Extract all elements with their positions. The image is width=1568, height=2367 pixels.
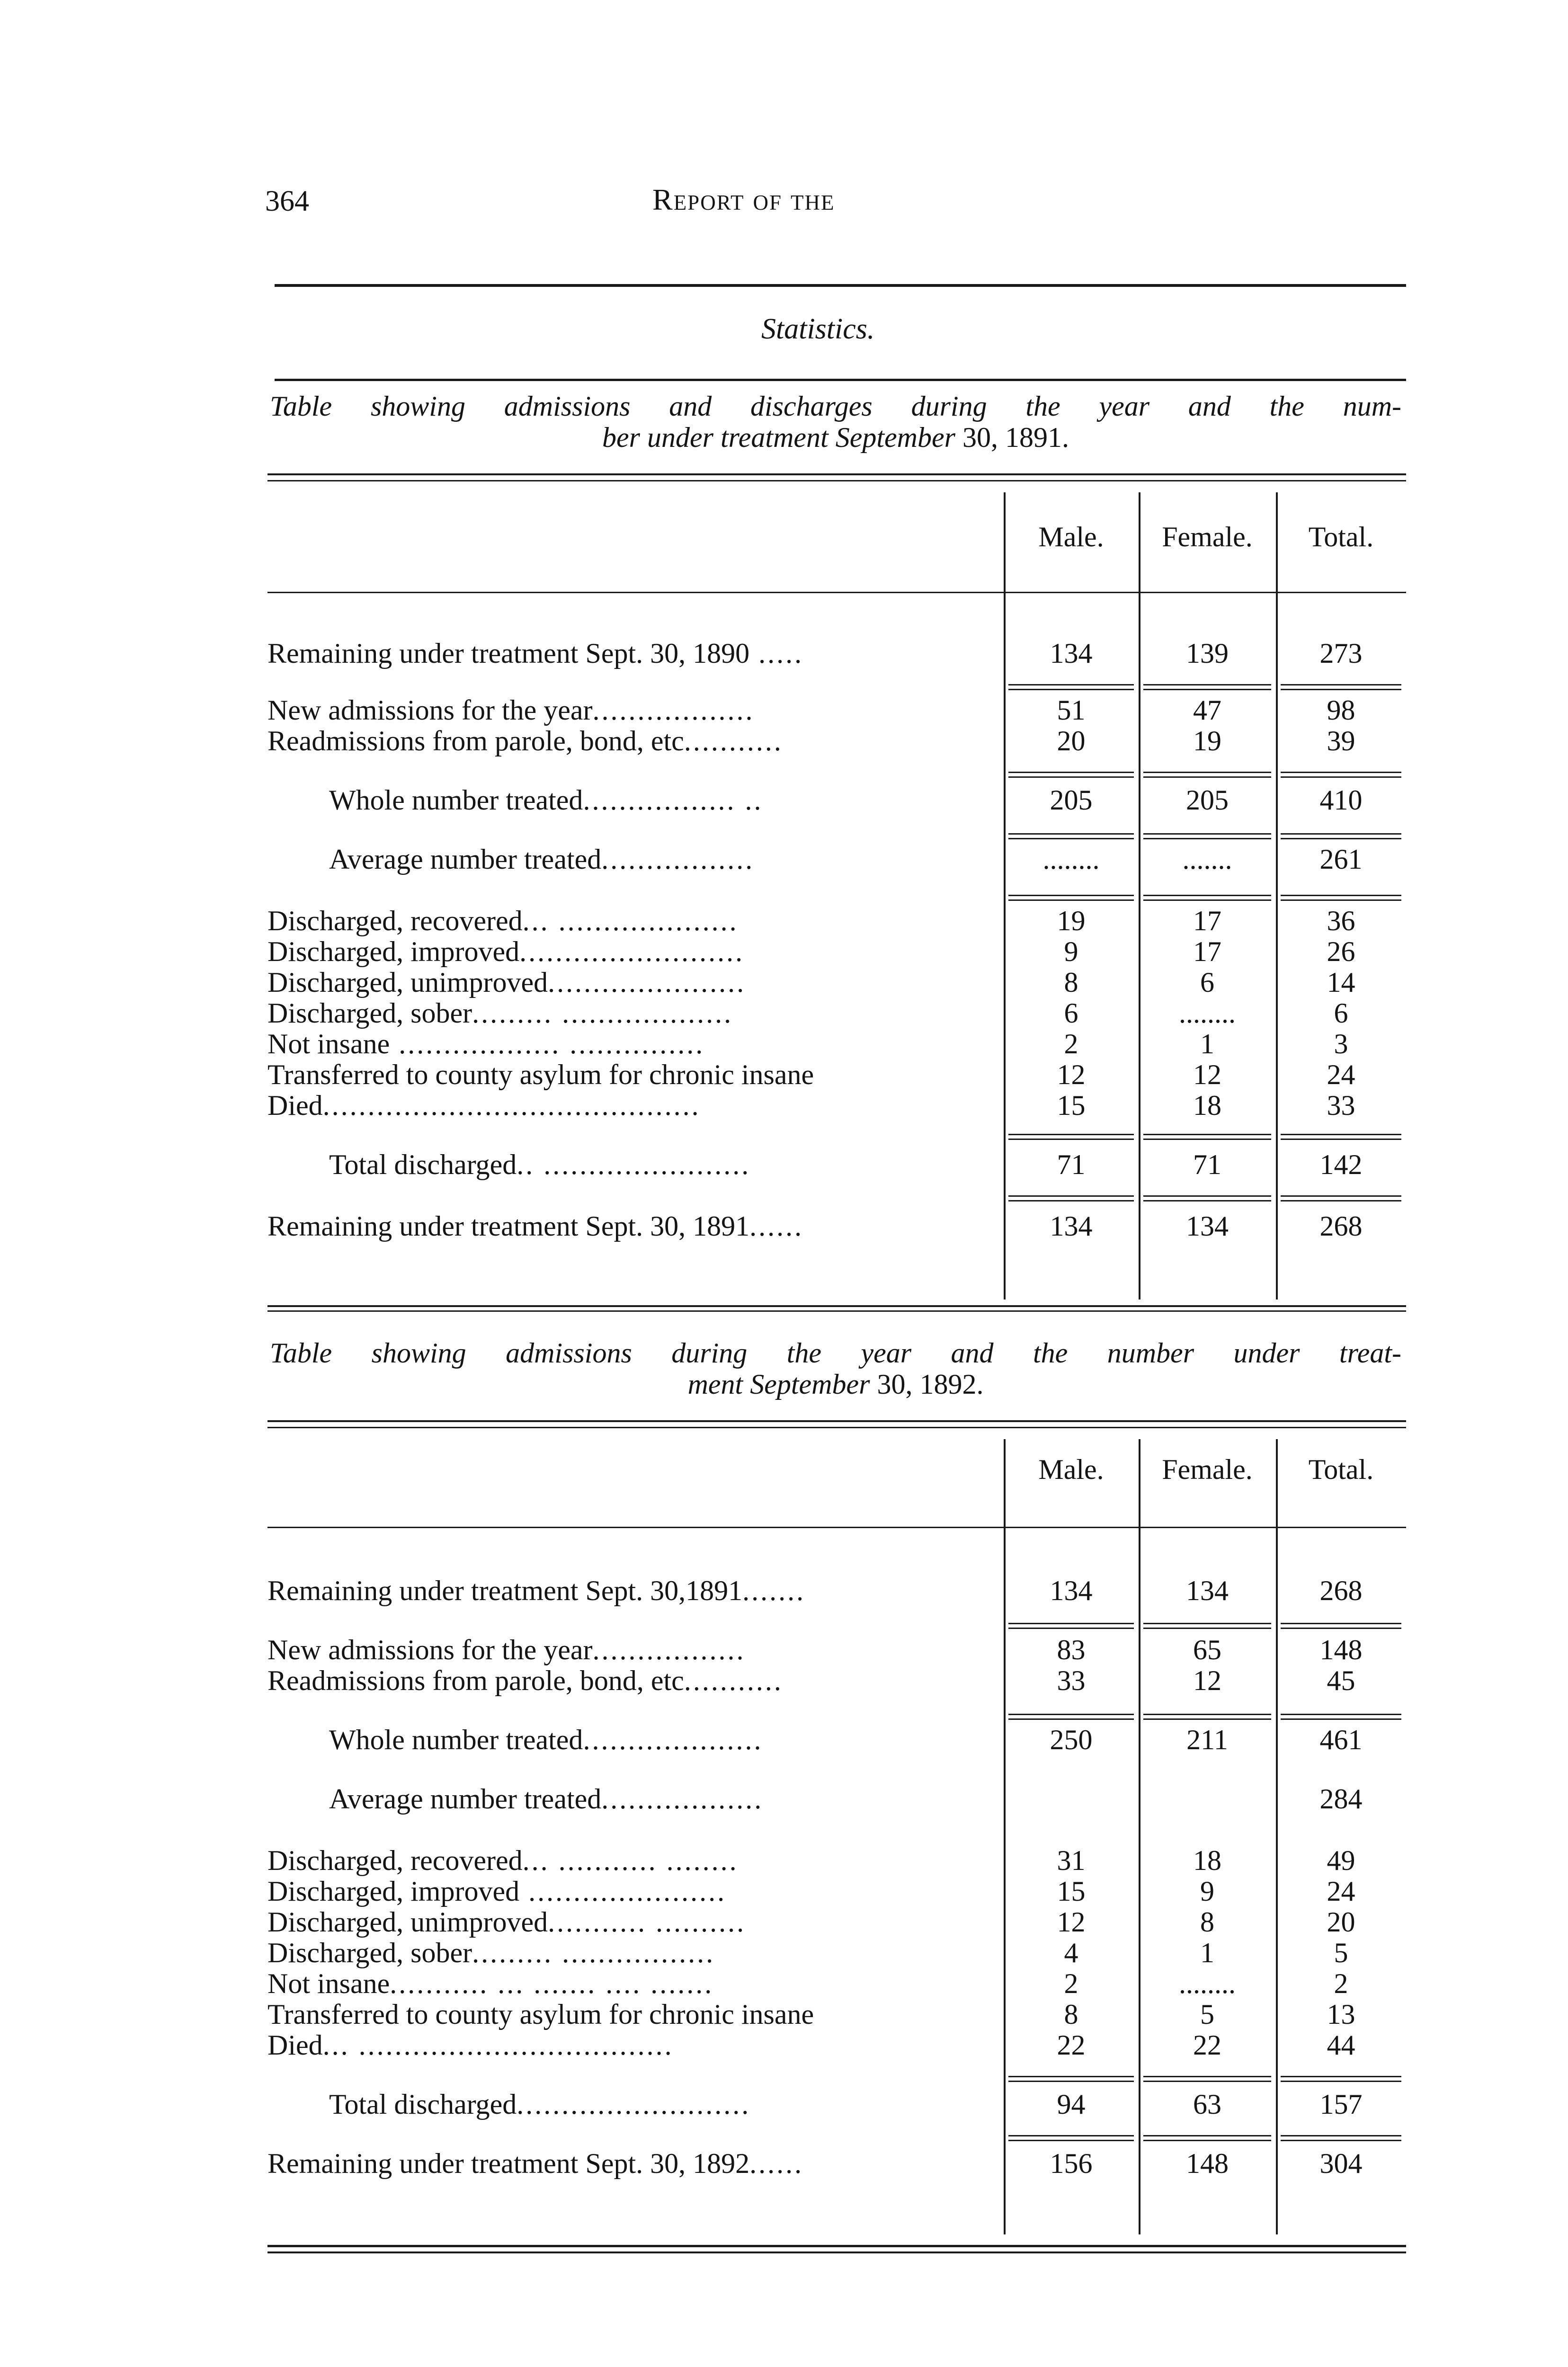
table2-sum-rule	[1281, 2140, 1401, 2141]
table2-sum-rule	[1008, 2135, 1134, 2136]
table2-sum-rule	[1281, 1628, 1401, 1629]
cell-total: 36	[1327, 905, 1355, 936]
row-label-text: Whole number treated	[329, 784, 583, 816]
table1-sum-rule	[1008, 1195, 1134, 1197]
cell-male: 4	[1064, 1937, 1078, 1968]
table2-caption-line2-rest: 30, 1892.	[870, 1369, 984, 1400]
cell-female: ........	[1179, 997, 1236, 1029]
table2-top-rule	[267, 1427, 1406, 1428]
row-leader-dots: ......	[749, 2148, 804, 2179]
row-leader-dots: ....................	[583, 1724, 763, 1755]
cell-total: 26	[1327, 936, 1355, 967]
row-leader-dots: ... ........... ........	[522, 1845, 739, 1876]
cell-male: 134	[1050, 1210, 1093, 1242]
table-row	[267, 1998, 1406, 2031]
table2-sum-rule	[1281, 1623, 1401, 1624]
table1-caption-line2-italic: ber under treatment September	[602, 422, 955, 453]
table1-sum-rule	[1281, 684, 1401, 685]
page-number: 364	[265, 185, 309, 217]
row-label-text: Remaining under treatment Sept. 30,1891	[267, 1575, 743, 1606]
table-row	[267, 2147, 1406, 2180]
table-row	[267, 1905, 1406, 1939]
cell-total: 24	[1327, 1059, 1355, 1090]
row-leader-dots: ..........................	[517, 2089, 751, 2120]
row-leader-dots: ..................	[592, 694, 755, 726]
cell-female: 134	[1186, 1210, 1229, 1242]
row-leader-dots: .......	[742, 1575, 806, 1606]
table2-header-rule	[267, 1527, 1406, 1528]
table1-sum-rule	[1008, 899, 1134, 901]
table2-sum-rule	[1143, 2140, 1271, 2141]
table1-top-rule	[267, 473, 1406, 475]
table-row	[267, 1574, 1406, 1607]
cell-total: 268	[1319, 1210, 1363, 1242]
column-header-female: Female.	[1162, 1454, 1253, 1485]
cell-total: 3	[1334, 1028, 1348, 1059]
cell-total: 410	[1319, 784, 1363, 816]
table1-sum-rule	[1143, 1134, 1271, 1135]
bottom-rule	[267, 2245, 1406, 2247]
table2-caption-line1: Table showing admissions during the year and the number under treat-	[270, 1337, 1401, 1369]
table-row	[267, 2029, 1406, 2062]
table1-sum-rule	[1008, 833, 1134, 835]
row-label	[267, 904, 994, 937]
cell-female: 5	[1200, 1999, 1214, 2030]
table2-sum-rule	[1008, 1718, 1134, 1720]
table1-sum-rule	[1281, 689, 1401, 690]
table-row	[267, 783, 1406, 817]
section-title: Statistics.	[761, 313, 875, 345]
row-label	[267, 1967, 994, 2000]
row-label	[267, 783, 994, 817]
cell-total: 98	[1327, 694, 1355, 726]
row-label	[267, 2088, 994, 2121]
row-label-text: Readmissions from parole, bond, etc	[267, 725, 684, 756]
cell-female: 63	[1193, 2089, 1221, 2120]
cell-total: 39	[1327, 725, 1355, 756]
table2-sum-rule	[1281, 2135, 1401, 2136]
table1-sum-rule	[1281, 776, 1401, 778]
row-label-text: Discharged, sober	[267, 997, 472, 1029]
table1-sum-rule	[1281, 1134, 1401, 1135]
row-label-text: Whole number treated	[329, 1724, 583, 1755]
row-label	[267, 1574, 994, 1607]
row-label	[267, 966, 994, 999]
table1-sum-rule	[1281, 772, 1401, 773]
table1-sum-rule	[1143, 1139, 1271, 1140]
cell-female: .......	[1182, 844, 1232, 875]
row-label	[267, 1998, 994, 2031]
row-label-text: Total discharged	[329, 2089, 517, 2120]
cell-female: 18	[1193, 1090, 1221, 1121]
row-label-text: Died	[267, 1090, 323, 1121]
row-label	[267, 1210, 994, 1243]
cell-male: 250	[1050, 1724, 1093, 1755]
column-header-female: Female.	[1162, 521, 1253, 552]
row-leader-dots: .. .......................	[517, 1149, 751, 1180]
row-leader-dots: ...........	[684, 1665, 783, 1696]
column-header-male: Male.	[1038, 1454, 1104, 1485]
cell-male: 31	[1057, 1845, 1086, 1876]
row-label-text: Died	[267, 2029, 323, 2061]
table-row	[267, 1875, 1406, 1908]
table-row	[267, 1664, 1406, 1697]
table-row	[267, 1633, 1406, 1666]
table-row	[267, 997, 1406, 1030]
row-label-text: Not insane	[267, 1968, 390, 1999]
table2-sum-rule	[1008, 1623, 1134, 1624]
row-leader-dots: ........... ... ....... .... .......	[390, 1968, 714, 1999]
table-row	[267, 935, 1406, 968]
table2-sum-rule	[1008, 2081, 1134, 2082]
cell-female: 12	[1193, 1665, 1221, 1696]
table1	[267, 473, 1406, 1307]
table-row	[267, 1089, 1406, 1122]
row-label	[267, 1027, 994, 1060]
table1-header-rule	[267, 592, 1406, 593]
cell-male: 2	[1064, 1028, 1078, 1059]
table-row	[267, 1782, 1406, 1815]
cell-male: 2	[1064, 1968, 1078, 1999]
row-label	[267, 997, 994, 1030]
row-label-text: Discharged, recovered	[267, 905, 523, 936]
row-leader-dots: .........................	[519, 936, 745, 967]
row-label-text: Transferred to county asylum for chronic insane	[267, 1999, 814, 2030]
table1-sum-rule	[1143, 899, 1271, 901]
table1-caption-line2-rest: 30, 1891.	[955, 422, 1069, 453]
cell-female: 65	[1193, 1634, 1221, 1665]
cell-male: 8	[1064, 967, 1078, 998]
table1-sum-rule	[1008, 1200, 1134, 1201]
cell-male: 33	[1057, 1665, 1086, 1696]
table1-sum-rule	[1281, 1139, 1401, 1140]
row-label-text: Remaining under treatment Sept. 30, 1892	[267, 2148, 750, 2179]
row-label-text: Remaining under treatment Sept. 30, 1890	[267, 638, 750, 669]
table-row	[267, 1723, 1406, 1756]
table-row	[267, 694, 1406, 727]
cell-female: 19	[1193, 725, 1221, 756]
table1-sum-rule	[1281, 1195, 1401, 1197]
cell-male: 71	[1057, 1149, 1086, 1180]
table2-caption	[270, 1337, 1401, 1400]
row-label-text: Total discharged	[329, 1149, 517, 1180]
row-label-text: Average number treated	[329, 844, 602, 875]
table2-sum-rule	[1008, 2140, 1134, 2141]
table1-sum-rule	[1143, 833, 1271, 835]
cell-total: 2	[1334, 1968, 1348, 1999]
table2-sum-rule	[1143, 1714, 1271, 1715]
table2-sum-rule	[1281, 2076, 1401, 2077]
row-label	[267, 1633, 994, 1666]
cell-total: 148	[1319, 1634, 1363, 1665]
tables-separator	[267, 1305, 1406, 1307]
table-row	[267, 1027, 1406, 1060]
cell-female: 18	[1193, 1845, 1221, 1876]
row-label-text: Transferred to county asylum for chronic insane	[267, 1059, 814, 1090]
table1-sum-rule	[1008, 1134, 1134, 1135]
table-row	[267, 1936, 1406, 1969]
cell-female: 1	[1200, 1937, 1214, 1968]
row-leader-dots: .................	[601, 844, 755, 875]
row-label-text: Readmissions from parole, bond, etc	[267, 1665, 684, 1696]
row-leader-dots: ......	[749, 1210, 804, 1242]
row-leader-dots: ...........	[684, 725, 783, 756]
table2-sum-rule	[1281, 1718, 1401, 1720]
row-label	[267, 1936, 994, 1969]
cell-female: 17	[1193, 936, 1221, 967]
cell-total: 304	[1319, 2148, 1363, 2179]
cell-total: 142	[1319, 1149, 1363, 1180]
cell-female: 148	[1186, 2148, 1229, 2179]
table-row	[267, 1148, 1406, 1181]
running-head: Report of the	[652, 183, 835, 216]
row-label	[267, 1148, 994, 1181]
row-label	[267, 1089, 994, 1122]
cell-male: 12	[1057, 1906, 1086, 1938]
cell-female: ........	[1179, 1968, 1236, 1999]
cell-female: 9	[1200, 1876, 1214, 1907]
cell-male: 20	[1057, 725, 1086, 756]
row-label-text: Average number treated	[329, 1783, 602, 1815]
table1-sum-rule	[1143, 684, 1271, 685]
cell-female: 139	[1186, 638, 1229, 669]
table-row	[267, 1967, 1406, 2000]
row-leader-dots: ......................	[548, 967, 746, 998]
cell-male: ........	[1042, 844, 1100, 875]
row-label	[267, 935, 994, 968]
cell-total: 24	[1327, 1876, 1355, 1907]
cell-male: 83	[1057, 1634, 1086, 1665]
table2-sum-rule	[1281, 1714, 1401, 1715]
table2-top-rule	[267, 1420, 1406, 1422]
cell-female: 134	[1186, 1575, 1229, 1606]
row-label	[267, 1782, 994, 1815]
table-row	[267, 966, 1406, 999]
table-row	[267, 724, 1406, 757]
table2-sum-rule	[1143, 1628, 1271, 1629]
row-leader-dots: ... ....................	[522, 905, 739, 936]
cell-total: 20	[1327, 1906, 1355, 1938]
table2-sum-rule	[1143, 2135, 1271, 2136]
cell-total: 13	[1327, 1999, 1355, 2030]
cell-male: 134	[1050, 638, 1093, 669]
cell-male: 6	[1064, 997, 1078, 1029]
row-label-text: Discharged, improved	[267, 936, 520, 967]
section-rule	[275, 379, 1406, 381]
row-label-text: Discharged, sober	[267, 1937, 472, 1968]
row-label	[267, 843, 994, 876]
cell-female: 22	[1193, 2029, 1221, 2061]
row-label	[267, 1723, 994, 1756]
table1-sum-rule	[1281, 1200, 1401, 1201]
row-leader-dots: ......... ...................	[472, 997, 733, 1029]
header-rule	[275, 284, 1406, 287]
cell-total: 49	[1327, 1845, 1355, 1876]
table1-sum-rule	[1143, 895, 1271, 896]
table1-sum-rule	[1143, 689, 1271, 690]
cell-female: 6	[1200, 967, 1214, 998]
table2-sum-rule	[1143, 2081, 1271, 2082]
row-label-text: New admissions for the year	[267, 1634, 593, 1665]
table-row	[267, 1844, 1406, 1877]
table1-sum-rule	[1281, 838, 1401, 839]
table2-sum-rule	[1143, 1623, 1271, 1624]
column-header-male: Male.	[1038, 521, 1104, 552]
table1-sum-rule	[1143, 1195, 1271, 1197]
table-row	[267, 904, 1406, 937]
row-label	[267, 2147, 994, 2180]
cell-male: 8	[1064, 1999, 1078, 2030]
row-label-text: New admissions for the year	[267, 694, 593, 726]
column-header-total: Total.	[1308, 1454, 1374, 1485]
cell-total: 261	[1319, 844, 1363, 875]
table2-caption-line2-italic: ment September	[687, 1369, 870, 1400]
cell-total: 5	[1334, 1937, 1348, 1968]
row-label-text: Discharged, recovered	[267, 1845, 523, 1876]
row-label	[267, 694, 994, 727]
table1-sum-rule	[1008, 684, 1134, 685]
row-label-text: Not insane	[267, 1028, 390, 1059]
column-header-total: Total.	[1308, 521, 1374, 552]
table1-sum-rule	[1008, 776, 1134, 778]
cell-total: 6	[1334, 997, 1348, 1029]
table-row	[267, 637, 1406, 670]
table1-sum-rule	[1008, 895, 1134, 896]
table2-sum-rule	[1008, 1628, 1134, 1629]
row-label	[267, 637, 994, 670]
bottom-rule-2	[267, 2251, 1406, 2253]
cell-male: 9	[1064, 936, 1078, 967]
row-label	[267, 2029, 994, 2062]
row-leader-dots: ..................	[601, 1783, 764, 1815]
cell-male: 156	[1050, 2148, 1093, 2179]
table-row	[267, 1058, 1406, 1091]
table2-sum-rule	[1008, 2076, 1134, 2077]
row-label	[267, 1905, 994, 1939]
cell-total: 44	[1327, 2029, 1355, 2061]
table1-sum-rule	[1008, 689, 1134, 690]
table2-sum-rule	[1143, 2076, 1271, 2077]
row-label	[267, 1844, 994, 1877]
row-leader-dots: ..........................................	[322, 1090, 701, 1121]
table2-sum-rule	[1281, 2081, 1401, 2082]
table2	[267, 1420, 1406, 2263]
table1-sum-rule	[1143, 772, 1271, 773]
table1-top-rule	[267, 480, 1406, 481]
row-leader-dots: .................	[592, 1634, 746, 1665]
row-leader-dots: ......... .................	[472, 1937, 715, 1968]
table2-sum-rule	[1143, 1718, 1271, 1720]
cell-female: 211	[1186, 1724, 1228, 1755]
table1-sum-rule	[1143, 838, 1271, 839]
row-label	[267, 1058, 994, 1091]
table-row	[267, 843, 1406, 876]
row-label	[267, 1875, 994, 1908]
row-label-text: Remaining under treatment Sept. 30, 1891	[267, 1210, 750, 1242]
cell-male: 94	[1057, 2089, 1086, 2120]
row-leader-dots: ......................	[519, 1876, 727, 1907]
cell-female: 12	[1193, 1059, 1221, 1090]
cell-male: 22	[1057, 2029, 1086, 2061]
row-label-text: Discharged, improved	[267, 1876, 520, 1907]
cell-male: 134	[1050, 1575, 1093, 1606]
table-row	[267, 1210, 1406, 1243]
cell-female: 47	[1193, 694, 1221, 726]
table1-sum-rule	[1008, 1139, 1134, 1140]
cell-total: 33	[1327, 1090, 1355, 1121]
row-leader-dots: ... ...................................	[322, 2029, 674, 2061]
table1-caption-line1: Table showing admissions and discharges during the year and the num-	[270, 391, 1401, 422]
cell-total: 284	[1319, 1783, 1363, 1815]
table1-sum-rule	[1281, 833, 1401, 835]
row-label-text: Discharged, unimproved	[267, 1906, 548, 1938]
cell-male: 205	[1050, 784, 1093, 816]
cell-total: 157	[1319, 2089, 1363, 2120]
table1-caption	[270, 391, 1401, 453]
table1-sum-rule	[1143, 1200, 1271, 1201]
cell-total: 45	[1327, 1665, 1355, 1696]
cell-total: 461	[1319, 1724, 1363, 1755]
cell-total: 268	[1319, 1575, 1363, 1606]
cell-total: 273	[1319, 638, 1363, 669]
cell-total: 14	[1327, 967, 1355, 998]
cell-male: 51	[1057, 694, 1086, 726]
table2-sum-rule	[1008, 1714, 1134, 1715]
cell-female: 8	[1200, 1906, 1214, 1938]
table-row	[267, 2088, 1406, 2121]
cell-male: 19	[1057, 905, 1086, 936]
row-leader-dots: .....	[749, 638, 804, 669]
row-label-text: Discharged, unimproved	[267, 967, 548, 998]
row-leader-dots: ........... ..........	[548, 1906, 746, 1938]
table1-sum-rule	[1281, 899, 1401, 901]
table1-sum-rule	[1008, 838, 1134, 839]
cell-female: 71	[1193, 1149, 1221, 1180]
cell-male: 15	[1057, 1876, 1086, 1907]
tables-separator-2	[267, 1310, 1406, 1312]
table1-sum-rule	[1008, 772, 1134, 773]
cell-female: 1	[1200, 1028, 1214, 1059]
cell-female: 205	[1186, 784, 1229, 816]
cell-male: 15	[1057, 1090, 1086, 1121]
cell-male: 12	[1057, 1059, 1086, 1090]
row-leader-dots: ................. ..	[583, 784, 763, 816]
cell-female: 17	[1193, 905, 1221, 936]
row-leader-dots: .................. ...............	[390, 1028, 705, 1059]
row-label	[267, 724, 994, 757]
row-label	[267, 1664, 994, 1697]
table1-sum-rule	[1281, 895, 1401, 896]
table1-sum-rule	[1143, 776, 1271, 778]
